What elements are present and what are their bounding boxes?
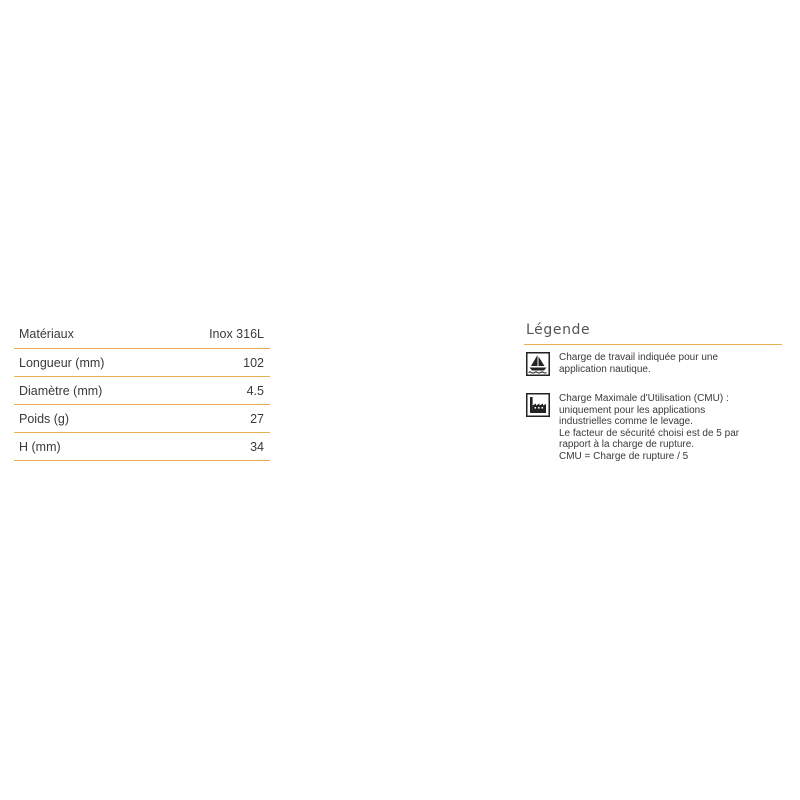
- sailboat-icon: [526, 352, 550, 376]
- spec-row-weight: [14, 405, 270, 433]
- spec-value: 4.5: [246, 383, 264, 398]
- legend-line: rapport à la charge de rupture.: [559, 439, 695, 450]
- legend-item-industrial: [524, 393, 782, 462]
- spec-value: 102: [243, 355, 264, 370]
- spec-row-length: [14, 349, 270, 377]
- spec-label: Diamètre (mm): [19, 383, 103, 398]
- legend-line: application nautique.: [559, 363, 651, 375]
- legend-item-nautical: [524, 352, 782, 376]
- legend-text-nautical: [559, 352, 718, 375]
- legend-line: industrielles comme le levage.: [559, 416, 693, 427]
- legend-line: Le facteur de sécurité choisi est de 5 par: [559, 427, 740, 439]
- factory-icon: [526, 393, 550, 417]
- legend-text-industrial: [559, 393, 739, 462]
- legend-line: CMU = Charge de rupture / 5: [559, 450, 689, 462]
- legend-line: uniquement pour les applications: [559, 404, 706, 416]
- spec-row-material: [14, 320, 270, 349]
- specs-table: [14, 320, 270, 461]
- legend-line: Charge Maximale d'Utilisation (CMU) :: [559, 393, 729, 404]
- spec-row-diameter: [14, 377, 270, 405]
- spec-label: Matériaux: [19, 327, 74, 341]
- spec-value: Inox 316L: [209, 327, 264, 341]
- spec-value: 34: [250, 439, 264, 454]
- spec-value: 27: [250, 411, 264, 426]
- legend-title: Légende: [524, 320, 782, 345]
- legend: [524, 320, 782, 462]
- legend-line: Charge de travail indiquée pour une: [559, 352, 718, 363]
- spec-label: Poids (g): [19, 411, 70, 426]
- spec-label: Longueur (mm): [19, 355, 105, 370]
- spec-label: H (mm): [19, 439, 61, 454]
- spec-row-height: [14, 433, 270, 461]
